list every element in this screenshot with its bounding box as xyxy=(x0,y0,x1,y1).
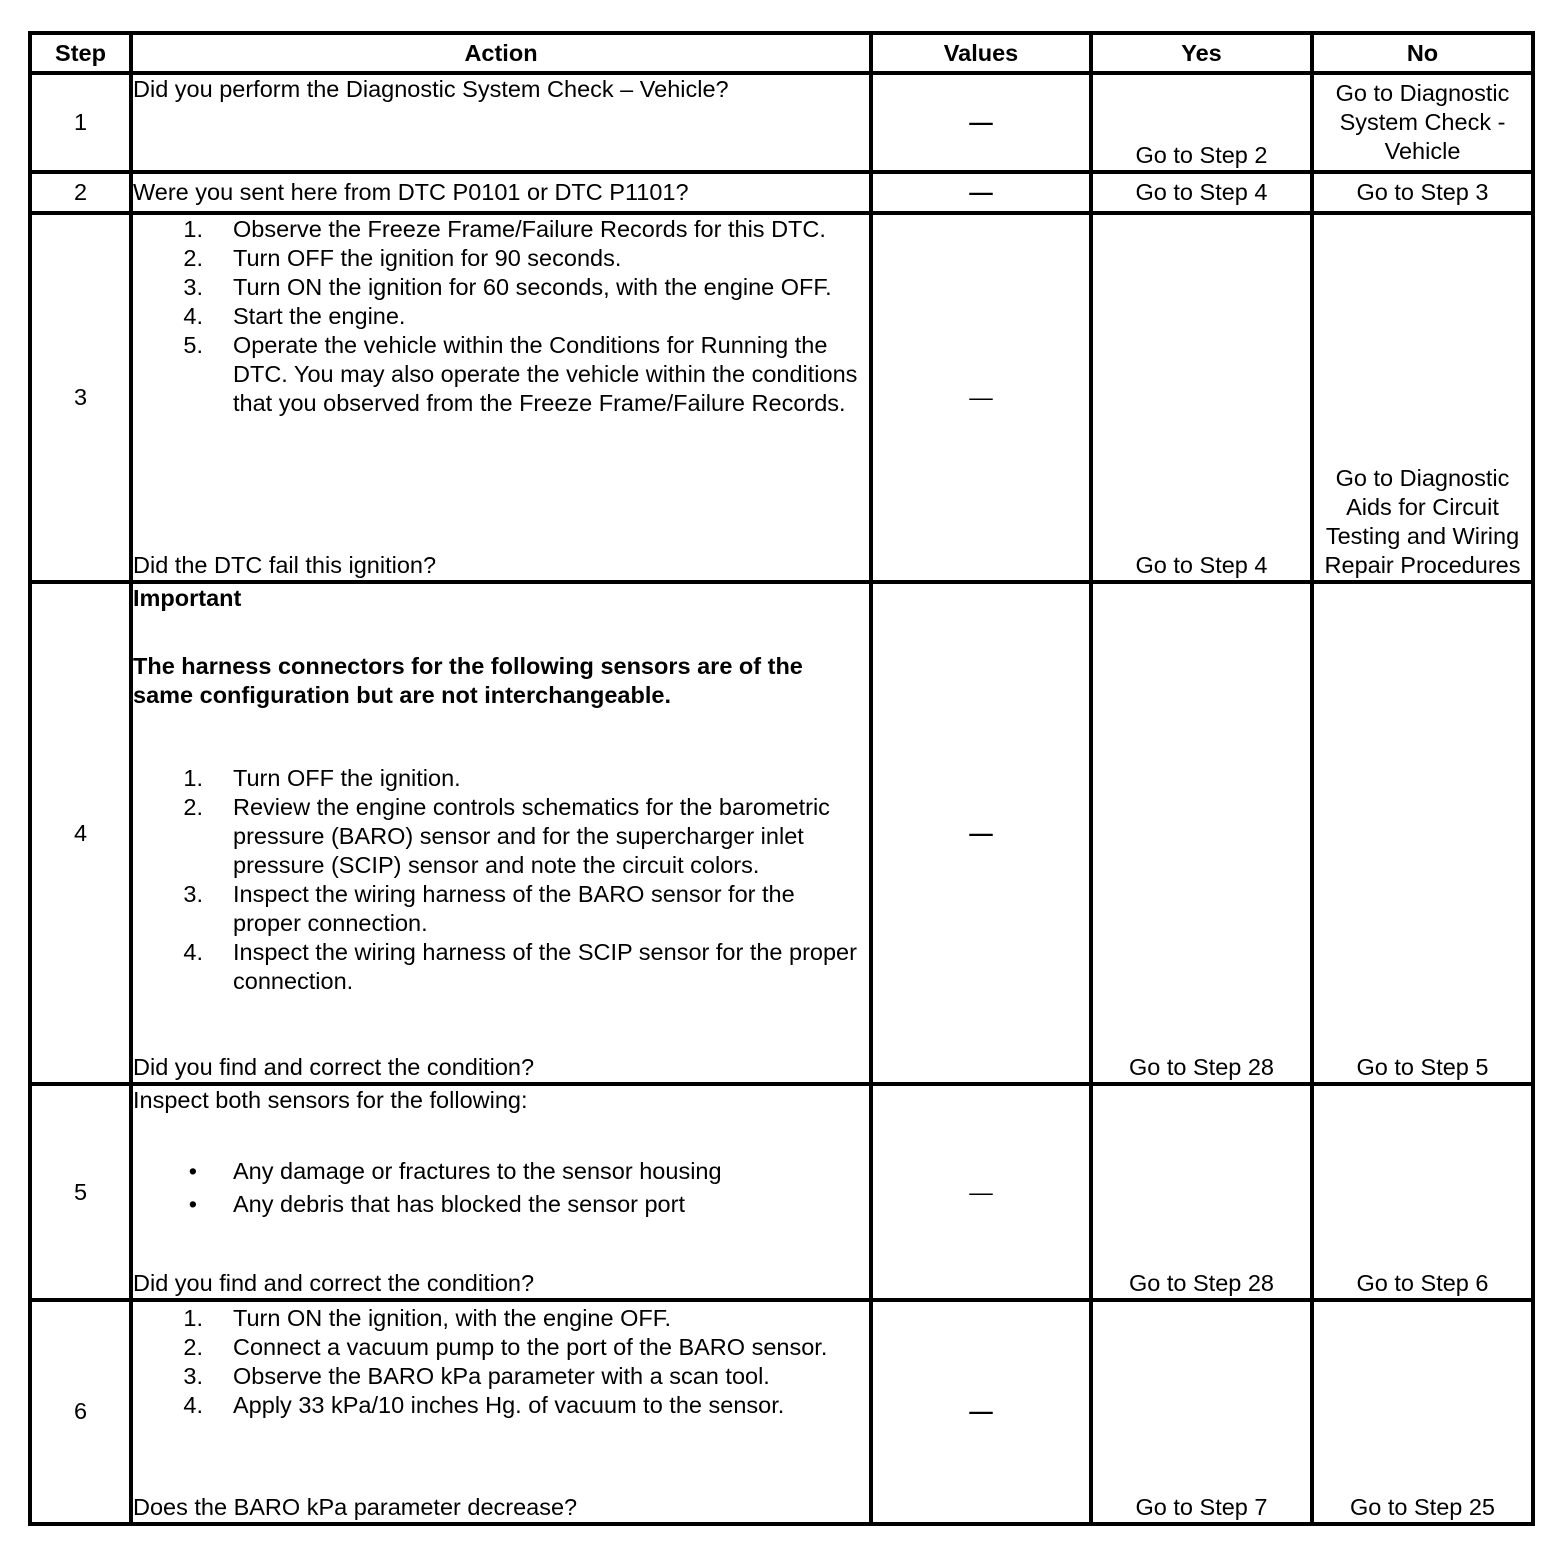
list-item: 3. Turn ON the ignition for 60 seconds, with the engine OFF. xyxy=(183,274,832,301)
step-number: 3 xyxy=(30,213,131,582)
question-text: Did you find and correct the condition? xyxy=(133,1269,535,1296)
table-row xyxy=(30,1084,1533,1299)
question-text: Did the DTC fail this ignition? xyxy=(133,551,437,578)
value-cell: — xyxy=(871,582,1091,1085)
header-yes: Yes xyxy=(1091,33,1312,73)
step-number: 5 xyxy=(30,1084,131,1299)
value-cell: — xyxy=(871,172,1091,213)
bullet-list xyxy=(133,1157,869,1223)
table-row xyxy=(30,73,1533,172)
header-no: No xyxy=(1312,33,1533,73)
value-cell: — xyxy=(871,1300,1091,1524)
list-item: 3. Observe the BARO kPa parameter with a scan tool. xyxy=(183,1362,770,1389)
important-title: Important xyxy=(133,584,242,611)
list-item: 4. Apply 33 kPa/10 inches Hg. of vacuum to the sensor. xyxy=(183,1391,785,1418)
no-cell: Go to Diagnostic Aids for Circuit Testing and Wiring Repair Procedures xyxy=(1312,213,1533,582)
list-item: 1. Turn ON the ignition, with the engine OFF. xyxy=(183,1304,672,1331)
step-number: 6 xyxy=(30,1300,131,1524)
yes-cell: Go to Step 2 xyxy=(1091,73,1312,172)
question-text: Did you perform the Diagnostic System Check – Vehicle? xyxy=(133,76,729,102)
value-cell: — xyxy=(871,1084,1091,1299)
step-number: 2 xyxy=(30,172,131,213)
list-item: 2. Connect a vacuum pump to the port of the BARO sensor. xyxy=(183,1333,828,1360)
question-text: Did you find and correct the condition? xyxy=(133,1054,535,1081)
header-values: Values xyxy=(871,33,1091,73)
list-item: 4. Inspect the wiring harness of the SCIP sensor for the proper connection. xyxy=(183,938,857,994)
table-row xyxy=(30,172,1533,213)
no-cell: Go to Diagnostic System Check - Vehicle xyxy=(1312,73,1533,172)
header-action: Action xyxy=(131,33,871,73)
no-cell: Go to Step 3 xyxy=(1312,172,1533,213)
procedure-list xyxy=(133,1304,869,1420)
intro-text: Inspect both sensors for the following: xyxy=(133,1087,528,1114)
procedure-list xyxy=(133,764,869,996)
action-cell xyxy=(131,73,871,172)
procedure-list xyxy=(133,215,869,418)
action-cell xyxy=(131,1300,871,1524)
yes-cell: Go to Step 7 xyxy=(1091,1300,1312,1524)
no-cell: Go to Step 5 xyxy=(1312,582,1533,1085)
action-cell xyxy=(131,172,871,213)
header-step: Step xyxy=(30,33,131,73)
question-text: Does the BARO kPa parameter decrease? xyxy=(133,1494,578,1520)
header-row xyxy=(30,33,1533,73)
action-cell xyxy=(131,1084,871,1299)
question-text: Were you sent here from DTC P0101 or DTC P1101? xyxy=(133,179,689,206)
list-item: 4. Start the engine. xyxy=(183,303,406,330)
list-item: • Any debris that has blocked the sensor port xyxy=(188,1191,685,1218)
value-cell: — xyxy=(871,213,1091,582)
important-text: The harness connectors for the following sensors are of the same configuration but are not interchangeable. xyxy=(133,652,803,708)
list-item: • Any damage or fractures to the sensor housing xyxy=(188,1158,722,1185)
value-cell: — xyxy=(871,73,1091,172)
diagnostic-table xyxy=(28,31,1535,1526)
yes-cell: Go to Step 28 xyxy=(1091,1084,1312,1299)
action-cell xyxy=(131,582,871,1085)
yes-cell: Go to Step 4 xyxy=(1091,172,1312,213)
table-row xyxy=(30,582,1533,1085)
no-cell: Go to Step 25 xyxy=(1312,1300,1533,1524)
list-item: 5. Operate the vehicle within the Conditions for Running the DTC. You may also operate the vehicle within the conditions that you observed from the Freeze Frame/Failure Records. xyxy=(183,332,858,417)
step-number: 1 xyxy=(30,73,131,172)
list-item: 1. Turn OFF the ignition. xyxy=(183,764,461,791)
table-row xyxy=(30,1300,1533,1524)
list-item: 1. Observe the Freeze Frame/Failure Records for this DTC. xyxy=(183,216,826,243)
no-cell: Go to Step 6 xyxy=(1312,1084,1533,1299)
table-row xyxy=(30,213,1533,582)
yes-cell: Go to Step 4 xyxy=(1091,213,1312,582)
list-item: 2. Review the engine controls schematics for the barometric pressure (BARO) sensor and for the supercharger inlet pressure (SCIP) sensor and note the circuit colors. xyxy=(183,793,830,878)
list-item: 2. Turn OFF the ignition for 90 seconds. xyxy=(183,245,622,272)
action-cell xyxy=(131,213,871,582)
yes-cell: Go to Step 28 xyxy=(1091,582,1312,1085)
step-number: 4 xyxy=(30,582,131,1085)
list-item: 3. Inspect the wiring harness of the BARO sensor for the proper connection. xyxy=(183,880,795,936)
